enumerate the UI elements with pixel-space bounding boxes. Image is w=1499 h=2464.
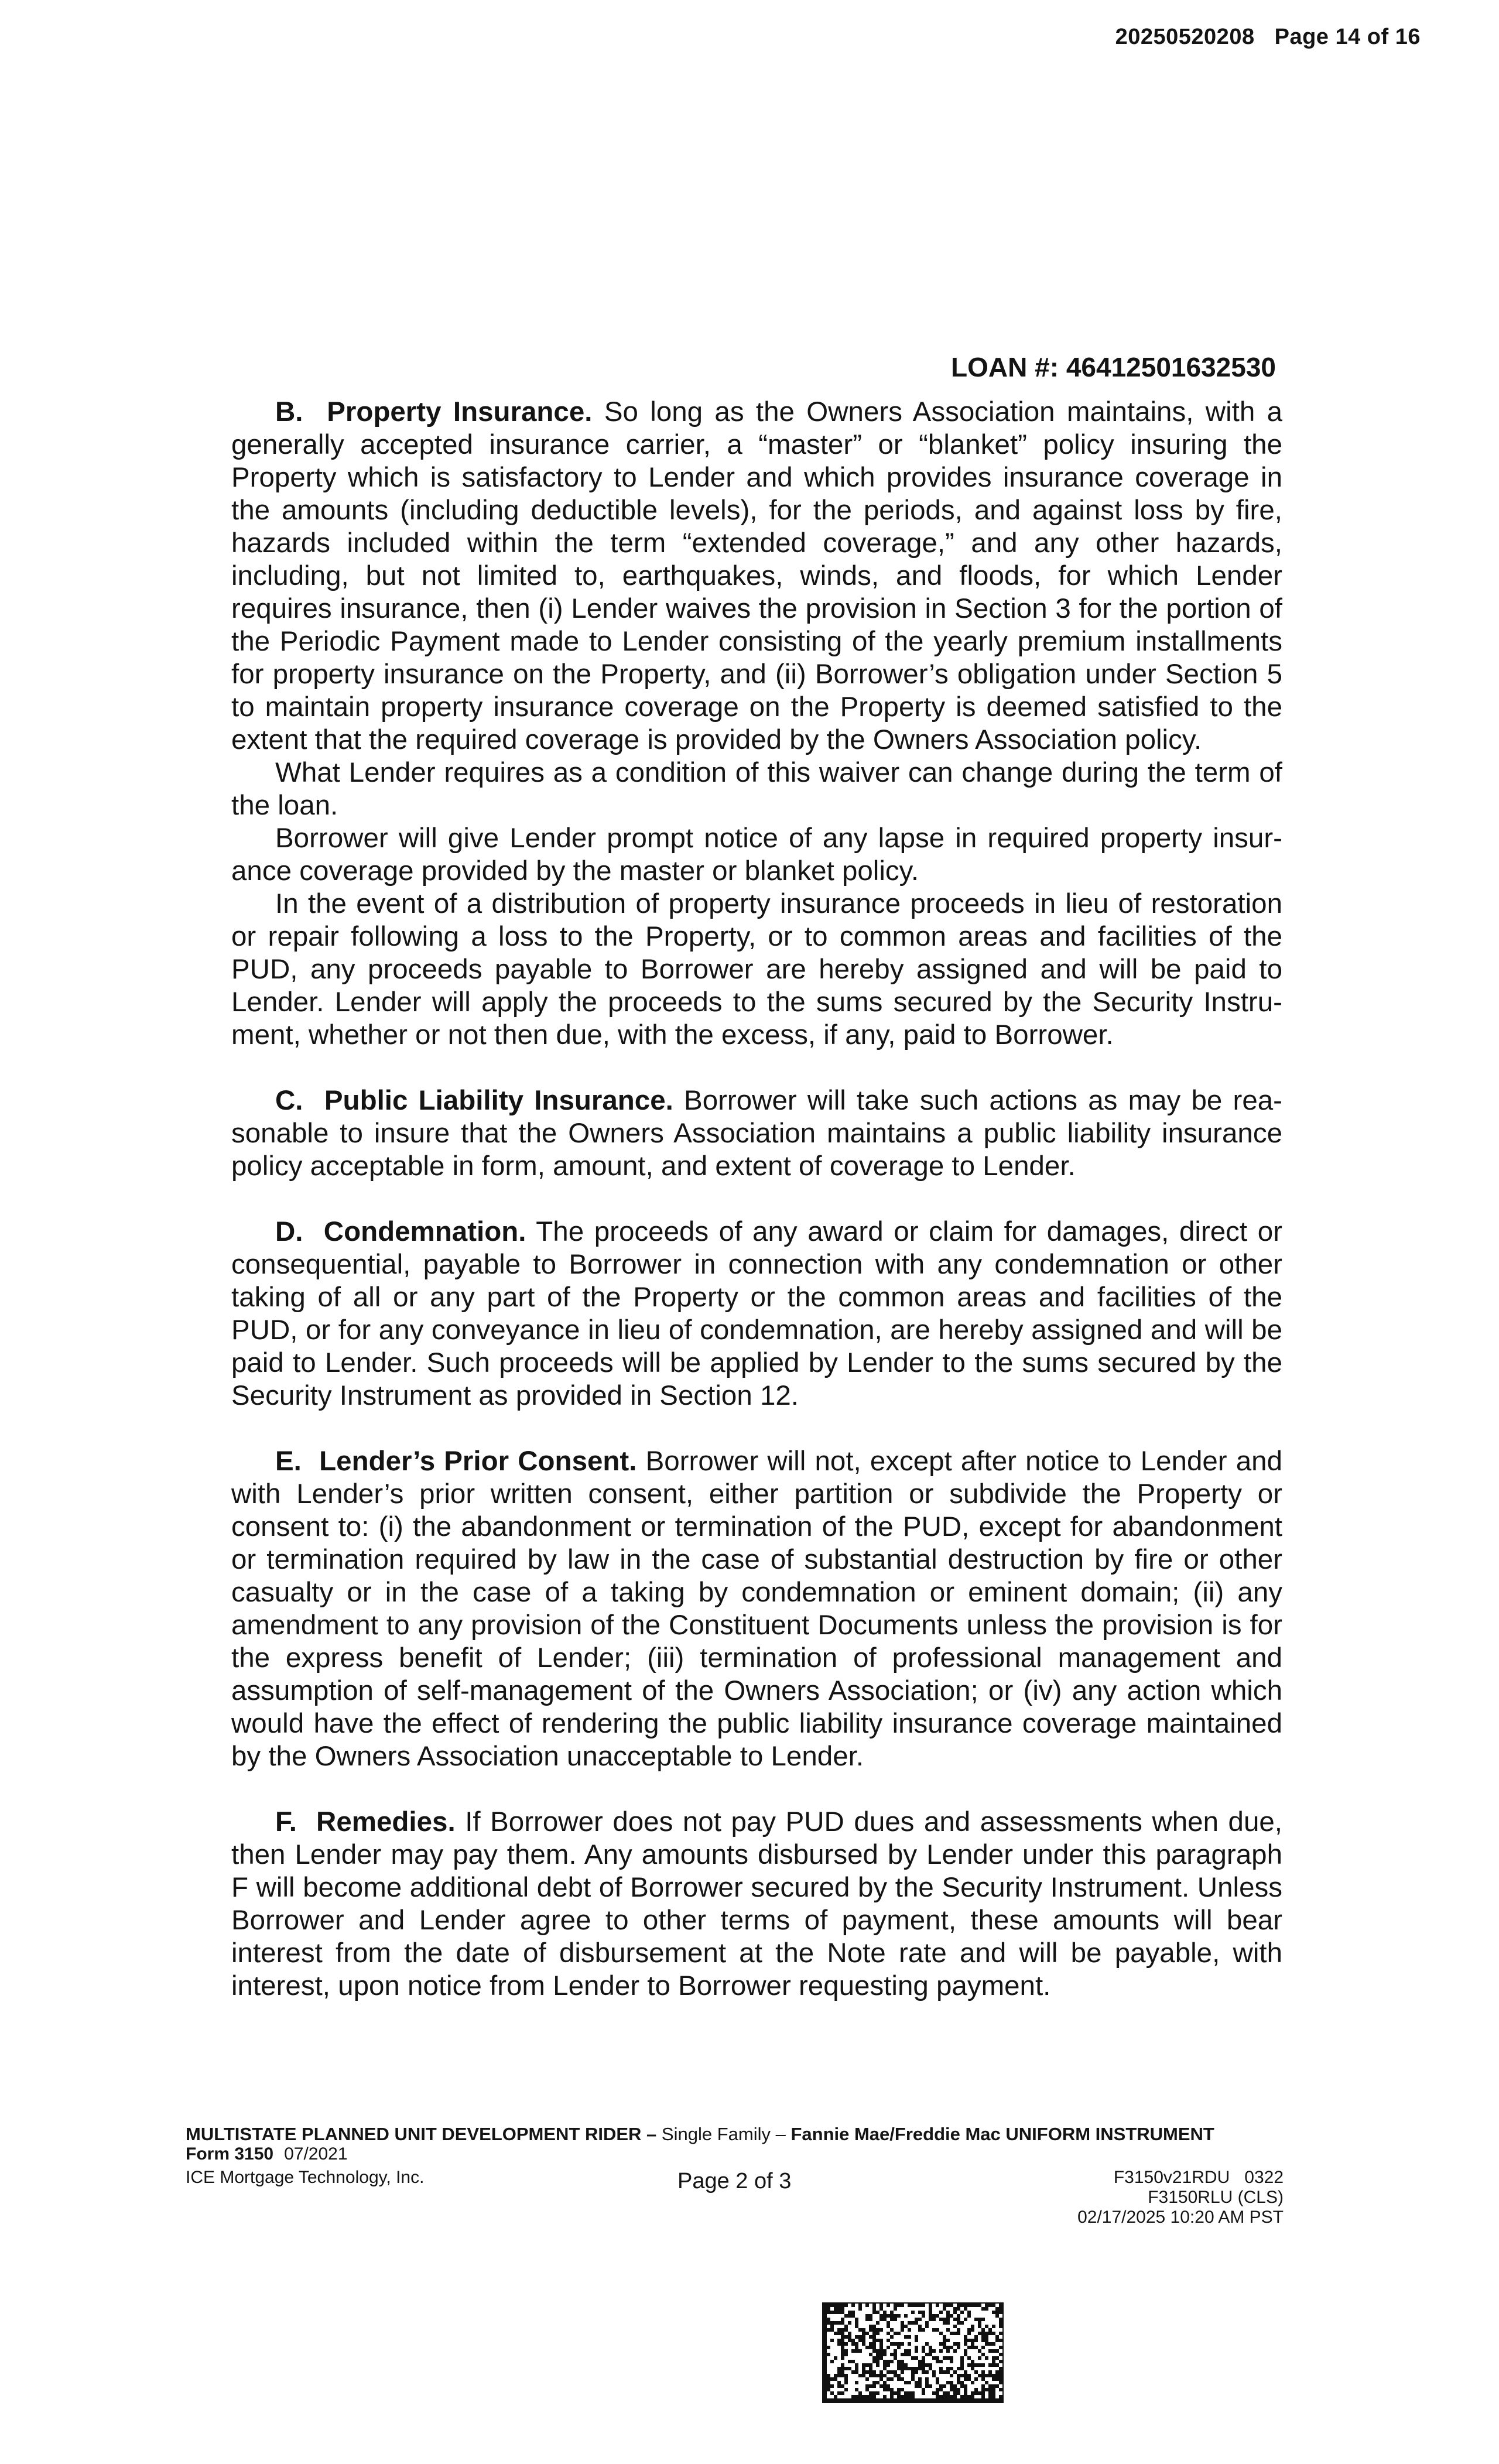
section-b-heading: B. Property Insurance.	[275, 396, 593, 427]
form-code-secondary: F3150RLU (CLS)	[1148, 2188, 1284, 2207]
print-timestamp: 02/17/2025 10:20 AM PST	[1077, 2208, 1284, 2227]
section-d-heading: D. Condemnation.	[275, 1216, 526, 1247]
footer-page-number: Page 2 of 3	[677, 2169, 792, 2193]
2d-barcode-icon	[822, 2302, 1004, 2403]
form-footer	[186, 2124, 1284, 2227]
loan-number: LOAN #: 46412501632530	[951, 352, 1276, 382]
section-b-paragraph	[231, 396, 1282, 757]
form-codes	[1077, 2168, 1284, 2227]
section-c-paragraph	[231, 1084, 1282, 1183]
form-number: Form 3150 07/2021	[186, 2144, 348, 2164]
section-e-text: Borrower will not, except after notice to Lender and with Lender’s prior written consent, either partition or subdivide the Property or consent to: (i) the abandonment or termination of the PUD, except for abandonment or termination required by law in the case of substantial destruction by fire or other casualty or in the case of a taking by condemnation or eminent domain; (ii) any amendment to any provision of the Constituent Documents unless the provision is for the express benefit of Lender; (iii) termination of professional management and assumption of self-management of the Owners Association; or (iv) any action which would have the effect of rendering the public liability insurance coverage maintained by the Owners Association unacceptable to Lender.	[231, 1446, 1282, 1772]
section-f-paragraph	[231, 1806, 1282, 2003]
section-f-text: If Borrower does not pay PUD dues and assessments when due, then Lender may pay them. Any amounts disbursed by Lender under this paragraph F will become additional debt of Borrower secured by the Security Instrument. Unless Borrower and Lender agree to other terms of payment, these amounts will bear interest from the date of disbursement at the Note rate and will be payable, with interest, upon notice from Lender to Borrower requesting payment.	[231, 1806, 1282, 2001]
company-name: ICE Mortgage Technology, Inc.	[186, 2168, 425, 2187]
section-d-paragraph	[231, 1216, 1282, 1412]
recording-page-number: Page 14 of 16	[1274, 25, 1421, 49]
section-c-heading: C. Public Liability Insurance.	[275, 1085, 673, 1116]
section-d-text: The proceeds of any award or claim for damages, direct or consequential, payable to Borrower in connection with any condemnation or other taking of all or any part of the Property or the common areas and facilities of the PUD, or for any conveyance in lieu of condemnation, are hereby assigned and will be paid to Lender. Such proceeds will be applied by Lender to the sums secured by the Security Instrument as provided in Section 12.	[231, 1216, 1283, 1411]
section-e-heading: E. Lender’s Prior Consent.	[275, 1446, 637, 1477]
form-title: MULTISTATE PLANNED UNIT DEVELOPMENT RIDER – Single Family – Fannie Mae/Freddie Mac UNIFORM INSTRUMENT	[186, 2124, 1214, 2144]
document-number: 20250520208	[1115, 25, 1255, 49]
section-e-paragraph	[231, 1445, 1282, 1773]
form-code-primary: F3150v21RDU 0322	[1113, 2168, 1284, 2187]
section-b-waiver-paragraph: What Lender requires as a condition of this waiver can change during the term of the loan.	[231, 757, 1282, 821]
section-b-text: So long as the Owners Association maintains, with a generally accepted insurance carrier, a “master” or “blanket” policy insuring the Property which is satisfactory to Lender and which provides insurance coverage in the amounts (including deductible levels), for the periods, and against loss by fire, hazards included within the term “extended coverage,” and any other hazards, including, but not limited to, earthquakes, winds, and floods, for which Lender requires insurance, then (i) Lender waives the provision in Section 3 for the portion of the Periodic Payment made to Lender consisting of the yearly premium installments for property insurance on the Property, and (ii) Borrower’s obligation under Section 5 to maintain property insurance coverage on the Property is deemed satisfied to the extent that the required coverage is provided by the Owners Association policy.	[231, 396, 1282, 755]
barcode-graphic	[823, 2304, 1002, 2402]
section-b-proceeds-paragraph: In the event of a distribution of property insurance proceeds in lieu of restoration or repair following a loss to the Property, or to common areas and facilities of the PUD, any proceeds payable to Borrower are hereby assigned and will be paid to Lender. Lender will apply the proceeds to the sums secured by the Security Instrument, whether or not then due, with the excess, if any, paid to Borrower.	[231, 888, 1282, 1050]
recording-stamp	[1096, 25, 1421, 50]
document-body	[231, 396, 1282, 2003]
section-c-text: Borrower will take such actions as may be reasonable to insure that the Owners Association maintains a public liability insurance policy acceptable in form, amount, and extent of coverage to Lender.	[231, 1085, 1282, 1182]
section-f-heading: F. Remedies.	[275, 1806, 456, 1837]
section-b-notice-paragraph: Borrower will give Lender prompt notice of any lapse in required property insurance coverage provided by the master or blanket policy.	[231, 823, 1282, 887]
